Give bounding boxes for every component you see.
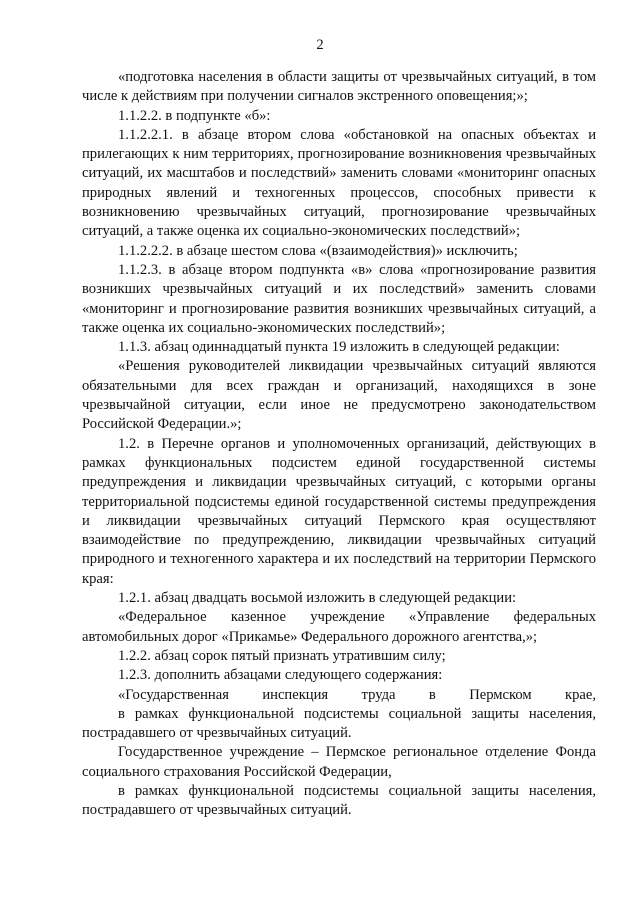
paragraph: 1.1.2.2.1. в абзаце втором слова «обстановкой на опасных объектах и прилегающих к ним территориях, прогнозирование возникновения чрезвычайных ситуаций, их масштабов и последствий» заменить словами «мониторинг опасных природных явлений и техногенных процессов, способных привести к возникновению чрезвычайных ситуаций, прогнозирование чрезвычайных ситуаций, а также оценка их социально-экономических последствий»;: [82, 126, 596, 240]
paragraph: 1.1.3. абзац одиннадцатый пункта 19 изложить в следующей редакции:: [118, 339, 560, 356]
document-body: [82, 68, 596, 821]
paragraph: 1.1.2.2. в подпункте «б»:: [118, 107, 271, 124]
paragraph: «подготовка населения в области защиты от чрезвычайных ситуаций, в том числе к действиям при получении сигналов экстренного оповещения;»;: [82, 69, 596, 105]
paragraph: в рамках функциональной подсистемы социальной защиты населения, пострадавшего от чрезвычайных ситуаций.: [82, 705, 596, 742]
paragraph: 1.1.2.3. в абзаце втором подпункта «в» слова «прогнозирование развития возникших чрезвычайных ситуаций и их последствий» заменить словами «мониторинг и прогнозирование развития возникших чрезвычайных ситуаций, а также оценка их социально-экономических последствий»;: [82, 261, 596, 336]
paragraph: 1.2.3. дополнить абзацами следующего содержания:: [118, 667, 443, 684]
paragraph: «Решения руководителей ликвидации чрезвычайных ситуаций являются обязательными для всех граждан и организаций, находящихся в зоне чрезвычайной ситуации, если иное не предусмотрено законодательством Российской Федерации.»;: [82, 358, 596, 433]
paragraph: в рамках функциональной подсистемы социальной защиты населения, пострадавшего от чрезвычайных ситуаций.: [82, 782, 596, 819]
paragraph: «Федеральное казенное учреждение «Управление федеральных автомобильных дорог «Прикамье» Федерального дорожного агентства,»;: [82, 609, 596, 645]
paragraph: 1.1.2.2.2. в абзаце шестом слова «(взаимодействия)» исключить;: [118, 242, 518, 259]
paragraph: 1.2.1. абзац двадцать восьмой изложить в следующей редакции:: [118, 590, 517, 607]
paragraph: «Государственная инспекция труда в Пермском крае,: [118, 686, 596, 703]
paragraph: Государственное учреждение – Пермское региональное отделение Фонда социального страхования Российской Федерации,: [82, 744, 596, 780]
paragraph: 1.2. в Перечне органов и уполномоченных организаций, действующих в рамках функциональных подсистем единой государственной системы предупреждения и ликвидации чрезвычайных ситуаций, с которыми органы территориальной подсистемы единой государственной системы предупреждения и ликвидации чрезвычайных ситуаций Пермского края осуществляют взаимодействие по предупреждению, ликвидации чрезвычайных ситуаций природного и техногенного характера и их последствий на территории Пермского края:: [82, 435, 596, 587]
page-number: 2: [316, 37, 324, 53]
paragraph: 1.2.2. абзац сорок пятый признать утратившим силу;: [118, 647, 446, 664]
